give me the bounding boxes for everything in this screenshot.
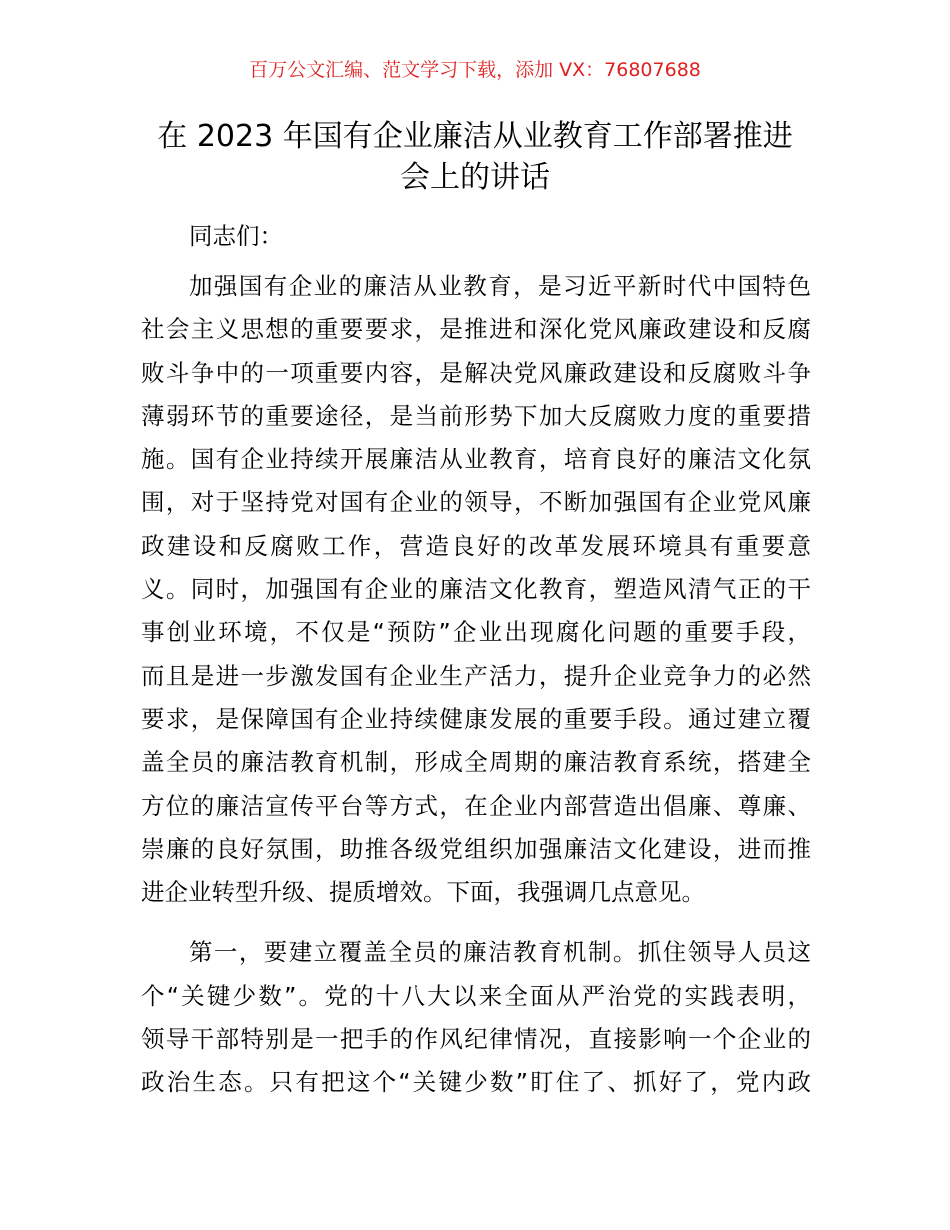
paragraph [141,931,811,1104]
paragraph-line: 政建设和反腐败工作，营造良好的改革发展环境具有重要意 [141,531,811,560]
paragraph-line: 个“关键少数”。党的十八大以来全面从严治党的实践表明， [141,981,811,1010]
watermark-header: 百万公文汇编、范文学习下载，添加 VX：76807688 [249,59,701,81]
paragraph-line: 而且是进一步激发国有企业生产活力，提升企业竞争力的必然 [141,661,811,690]
paragraph-line: 围，对于坚持党对国有企业的领导，不断加强国有企业党风廉 [141,488,811,517]
title-line-1: 在 2023 年国有企业廉洁从业教育工作部署推进 [157,119,793,154]
document-body [141,265,811,1122]
paragraph-line: 事创业环境，不仅是“预防”企业出现腐化问题的重要手段， [141,618,811,647]
paragraph [141,265,811,914]
paragraph-line: 义。同时，加强国有企业的廉洁文化教育，塑造风清气正的干 [141,575,811,604]
paragraph-line: 领导干部特别是一把手的作风纪律情况，直接影响一个企业的 [141,1025,811,1054]
paragraph-line: 败斗争中的一项重要内容，是解决党风廉政建设和反腐败斗争 [141,358,811,387]
paragraph-line: 政治生态。只有把这个“关键少数”盯住了、抓好了，党内政 [141,1068,811,1097]
paragraph-line: 施。国有企业持续开展廉洁从业教育，培育良好的廉洁文化氛 [141,445,811,474]
paragraph-line: 第一，要建立覆盖全员的廉洁教育机制。抓住领导人员这 [189,938,811,967]
paragraph-line: 要求，是保障国有企业持续健康发展的重要手段。通过建立覆 [141,704,811,733]
paragraph-line: 薄弱环节的重要途径，是当前形势下加大反腐败力度的重要措 [141,401,811,430]
paragraph-line: 加强国有企业的廉洁从业教育，是习近平新时代中国特色 [189,272,811,300]
paragraph-line: 社会主义思想的重要要求，是推进和深化党风廉政建设和反腐 [141,315,811,344]
paragraph-line: 崇廉的良好氛围，助推各级党组织加强廉洁文化建设，进而推 [141,834,811,863]
paragraph-line: 方位的廉洁宣传平台等方式，在企业内部营造出倡廉、尊廉、 [141,791,811,820]
paragraph-line: 进企业转型升级、提质增效。下面，我强调几点意见。 [141,878,705,907]
document-title [120,116,830,198]
paragraph-line: 盖全员的廉洁教育机制，形成全周期的廉洁教育系统，搭建全 [141,748,811,777]
salutation: 同志们： [189,222,283,250]
title-line-2: 会上的讲话 [400,160,550,195]
